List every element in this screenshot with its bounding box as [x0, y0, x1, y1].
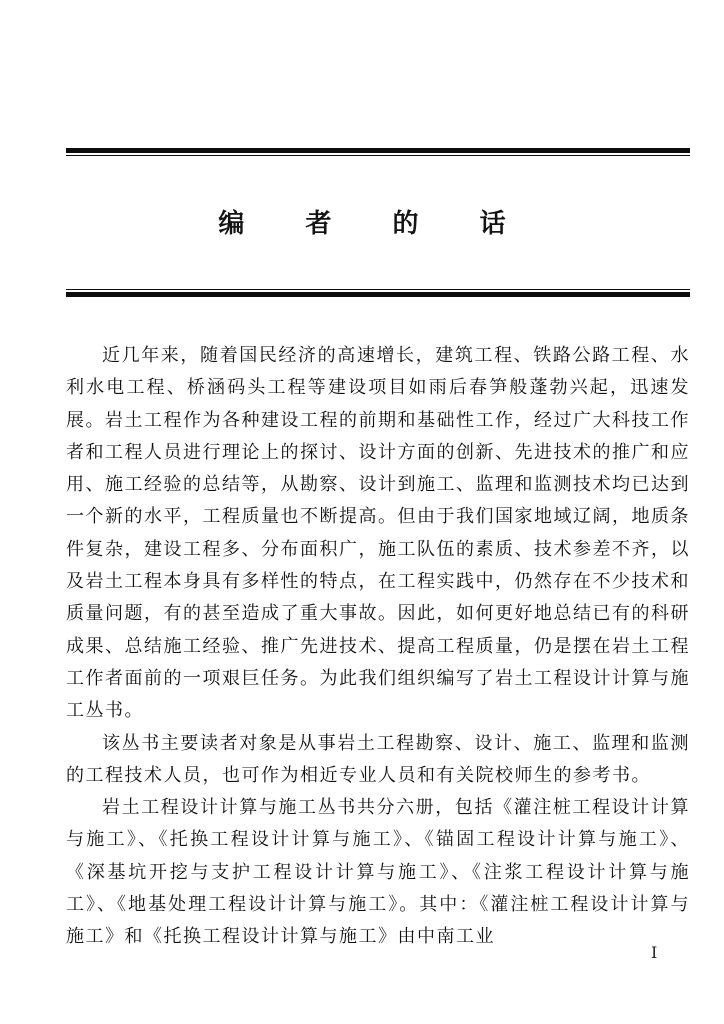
top-thick-line: [66, 148, 690, 153]
page-title: 编 者 的 话: [218, 209, 532, 239]
paragraph-series-contents: 岩土工程设计计算与施工丛书共分六册，包括《灌注桩工程设计计算与施工》、《托换工程设计计算与施工》、《锚固工程设计计算与施工》、《深基坑开挖与支护工程设计计算与施工》、《注浆工程设计计算与施工》、《地基处理工程设计计算与施工》。其中：《灌注桩工程设计计算与施工》和《托换工程设计计算与施工》由中南工业: [66, 797, 690, 948]
bottom-double-rule: [66, 289, 690, 297]
bottom-thin-line: [66, 289, 690, 290]
page-number: I: [651, 943, 658, 962]
body-text: [66, 340, 690, 954]
top-double-rule: [66, 148, 690, 156]
paragraph-intro: 近几年来，随着国民经济的高速增长，建筑工程、铁路公路工程、水利水电工程、桥涵码头工程等建设项目如雨后春笋般蓬勃兴起，迅速发展。岩土工程作为各种建设工程的前期和基础性工作，经过广大科技工作者和工程人员进行理论上的探讨、设计方面的创新、先进技术的推广和应用、施工经验的总结等，从勘察、设计到施工、监理和监测技术均已达到一个新的水平，工程质量也不断提高。但由于我们国家地域辽阔，地质条件复杂，建设工程多、分布面积广，施工队伍的素质、技术参差不齐，以及岩土工程本身具有多样性的特点，在工程实践中，仍然存在不少技术和质量问题，有的甚至造成了重大事故。因此，如何更好地总结已有的科研成果、总结施工经验、推广先进技术、提高工程质量，仍是摆在岩土工程工作者面前的一项艰巨任务。为此我们组织编写了岩土工程设计计算与施工丛书。: [66, 345, 690, 722]
paragraph-readership: 该丛书主要读者对象是从事岩土工程勘察、设计、施工、监理和监测的工程技术人员，也可作为相近专业人员和有关院校师生的参考书。: [66, 732, 690, 786]
bottom-thick-line: [66, 292, 690, 297]
top-thin-line: [66, 155, 690, 156]
